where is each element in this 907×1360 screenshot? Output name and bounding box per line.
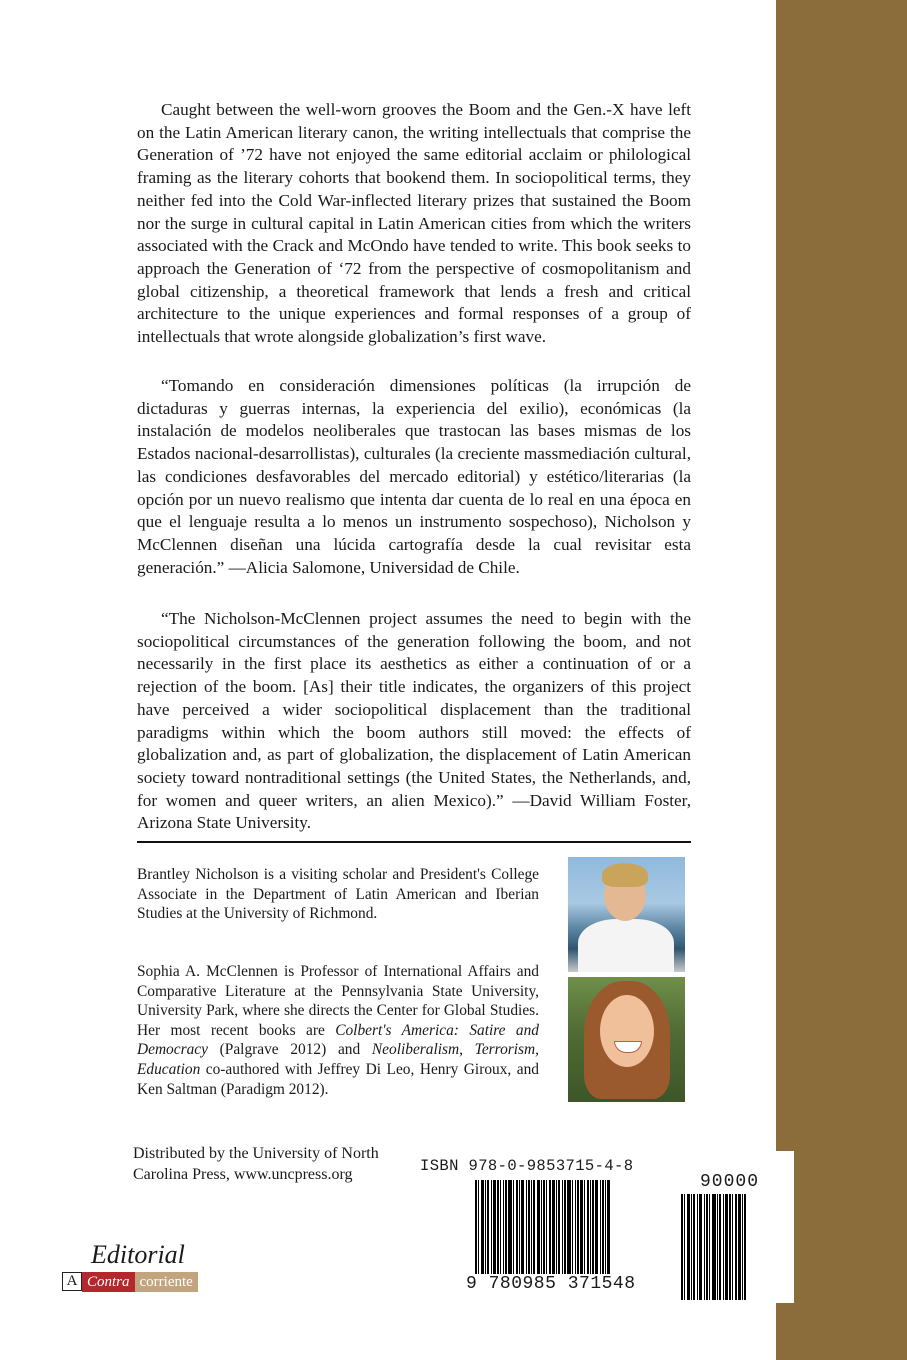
bio-text-part: Sophia A. McClennen is Professor of International Affairs and Comparative Literature at the Pennsylvania State University, University Park, where she directs the Center for Global Studies. Her most recent books are bbox=[137, 963, 539, 1039]
photo-shirt-shape bbox=[578, 919, 674, 972]
barcode-stripe bbox=[744, 1194, 746, 1300]
publisher-logo-word: Editorial bbox=[91, 1240, 185, 1269]
author-bio-nicholson: Brantley Nicholson is a visiting scholar and President's College Associate in the Department of Latin American and Iberian Studies at the University of Richmond. bbox=[137, 866, 539, 923]
author-photo-nicholson bbox=[568, 857, 685, 972]
review-quote-foster bbox=[137, 608, 691, 835]
description-paragraph-1 bbox=[137, 99, 691, 349]
publisher-logo bbox=[62, 1272, 198, 1292]
bio-text-part: (Palgrave 2012) and bbox=[207, 1041, 372, 1059]
photo-hair-shape bbox=[602, 863, 648, 887]
publisher-logo-corriente: corriente bbox=[135, 1272, 198, 1292]
description-text-1: Caught between the well-worn grooves the Boom and the Gen.-X have left on the Latin American literary canon, the writing intellectuals that comprise the Generation of ’72 have not enjoyed the same editorial acclaim or philological framing as the literary cohorts that bookend them. In sociopolitical terms, they neither fed into the Cold War-inflected literary prizes that sustained the Boom nor the surge in cultural capital in Latin American cities from which the writers associated with the Crack and McOndo have tended to write. This book seeks to approach the Generation of ‘72 from the perspective of cosmopolitanism and global citizenship, a theoretical framework that lends a fresh and critical architecture to the unique experiences and formal responses of a group of intellectuals that wrote alongside globalization’s first wave. bbox=[137, 100, 691, 347]
distribution-note: Distributed by the University of North Carolina Press, www.uncpress.org bbox=[133, 1145, 379, 1183]
isbn-label: ISBN 978-0-9853715-4-8 bbox=[420, 1157, 634, 1175]
section-divider bbox=[137, 841, 691, 843]
barcode-main-bars bbox=[475, 1180, 675, 1288]
barcode-stripe bbox=[607, 1180, 610, 1288]
book-spine bbox=[776, 0, 907, 1360]
price-code: 90000 bbox=[700, 1172, 760, 1192]
book-title-neoliberalism: Neoliberalism, Terrorism, Education bbox=[137, 1041, 539, 1078]
bio-text-part: co-authored with Jeffrey Di Leo, Henry Giroux, and Ken Saltman (Paradigm 2012). bbox=[137, 1060, 539, 1098]
review-text-salomone: “Tomando en consideración dimensiones políticas (la irrupción de dictaduras y guerras internas, la experiencia del exilio), económicas (la instalación de modelos neoliberales que trastocan las bases mismas de los Estados nacional-desarrollistas), culturales (la creciente massmediación cultural, las condiciones desfavorables del mercado editorial) y estético/literarias (la opción por un nuevo realismo que intenta dar cuenta de lo real en una época en que el lenguaje resulta a lo menos un instrumento sospechoso), Nicholson y McClennen diseñan una lúcida cartografía desde la cual revisitar esta generación.” —Alicia Salomone, Universidad de Chile. bbox=[137, 376, 691, 577]
publisher-logo-contra: Contra bbox=[82, 1272, 135, 1292]
barcode-addon-bars bbox=[681, 1194, 773, 1300]
author-bio-mcclennen bbox=[137, 962, 539, 1099]
barcode-digits: 9 780985 371548 bbox=[466, 1274, 636, 1294]
review-quote-salomone bbox=[137, 375, 691, 579]
book-title-colbert: Colbert's America: Satire and Democracy bbox=[137, 1021, 540, 1059]
review-text-foster: “The Nicholson-McClennen project assumes the need to begin with the sociopolitical circumstances of the generation following the boom, and not necessarily in the first place its aesthetics as either a continuation of or a rejection of the boom. [As] their title indicates, the organizers of this project have perceived a wider sociopolitical displacement than the traditional paradigms within which the boom authors still moved: the effects of globalization and, as part of globalization, the displacement of Latin American society toward nontraditional settings (the United States, the Netherlands, and, for women and queer writers, an alien Mexico).” —David William Foster, Arizona State University. bbox=[137, 609, 691, 833]
publisher-logo-a: A bbox=[62, 1272, 82, 1291]
photo-face-shape bbox=[600, 995, 654, 1067]
author-photo-mcclennen bbox=[568, 977, 685, 1102]
